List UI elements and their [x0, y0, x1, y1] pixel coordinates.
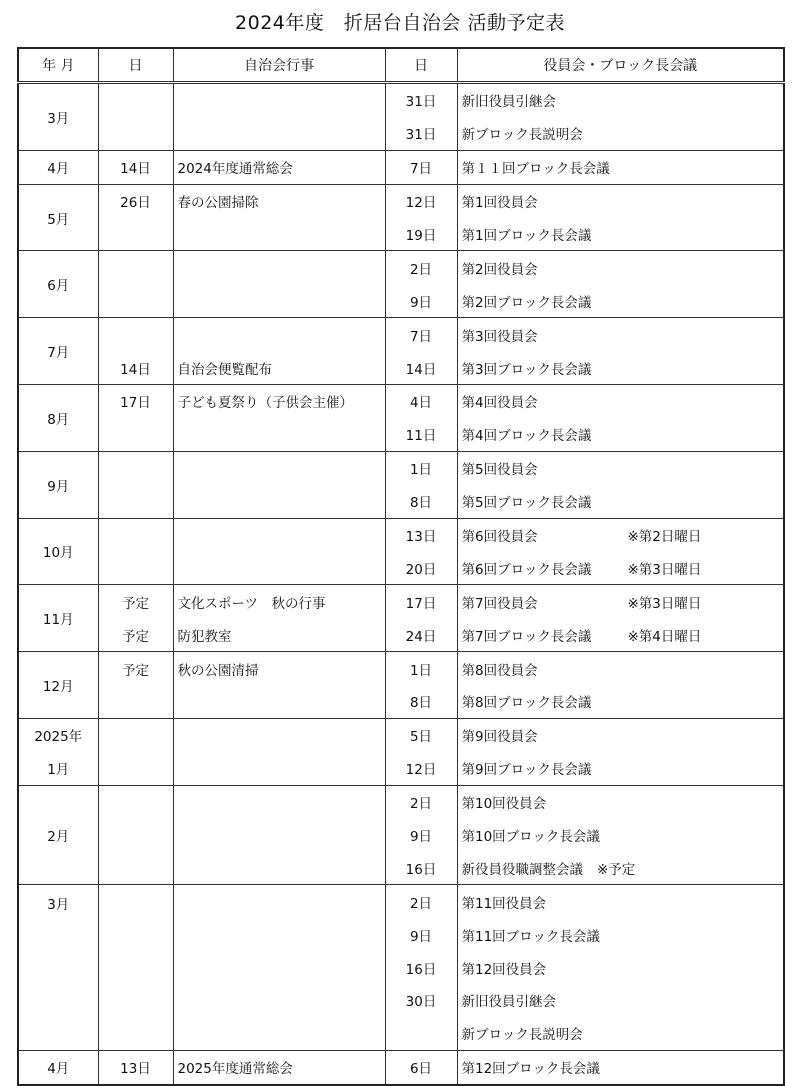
event-cell: 2024年度通常総会 [173, 150, 385, 184]
month-cell: 11月 [18, 585, 98, 652]
meeting-day-cell: 1日 [385, 652, 457, 685]
event-day-cell: 14日 [98, 150, 173, 184]
meeting-day-cell: 7日 [385, 150, 457, 184]
event-cell [173, 83, 385, 117]
event-cell [173, 1017, 385, 1050]
meeting-cell [457, 385, 784, 418]
event-day-cell [98, 752, 173, 785]
event-day-cell [98, 1017, 173, 1050]
meeting-cell [457, 752, 784, 785]
meeting-day-cell: 9日 [385, 918, 457, 951]
meeting-cell [457, 585, 784, 618]
event-cell [173, 318, 385, 351]
event-cell [173, 518, 385, 551]
table-row [18, 718, 784, 751]
event-cell [173, 785, 385, 818]
meeting-day-cell: 12日 [385, 184, 457, 217]
event-day-cell [98, 318, 173, 351]
table-row [18, 451, 784, 484]
table-row [18, 951, 784, 984]
meeting-day-cell: 2日 [385, 785, 457, 818]
table-row [18, 284, 784, 317]
meeting-cell [457, 718, 784, 751]
table-row [18, 618, 784, 651]
table-row [18, 318, 784, 351]
table-row [18, 184, 784, 217]
meeting-cell [457, 351, 784, 384]
meeting-label: 第11回ブロック長会議 [461, 928, 600, 945]
meeting-cell [457, 251, 784, 284]
event-day-cell: 予定 [98, 585, 173, 618]
event-cell: 2025年度通常総会 [173, 1050, 385, 1084]
meeting-label: 第6回役員会 [461, 529, 538, 546]
meeting-cell [457, 618, 784, 651]
meeting-day-cell: 13日 [385, 518, 457, 551]
meeting-cell [457, 485, 784, 518]
meeting-day-cell: 4日 [385, 385, 457, 418]
month-cell: 6月 [18, 251, 98, 318]
event-day-cell: 予定 [98, 652, 173, 685]
meeting-cell [457, 819, 784, 852]
meeting-day-cell: 16日 [385, 851, 457, 884]
event-day-cell [98, 984, 173, 1017]
meeting-label: 新ブロック長説明会 [461, 127, 583, 144]
event-day-cell [98, 451, 173, 484]
meeting-day-cell: 24日 [385, 618, 457, 651]
month-cell: 1月 [18, 752, 98, 785]
meeting-note: ※第4日曜日 [627, 628, 702, 645]
event-cell [173, 718, 385, 751]
event-day-cell [98, 485, 173, 518]
meeting-label: 新役員役職調整会議 [461, 861, 583, 878]
meeting-day-cell: 8日 [385, 485, 457, 518]
event-day-cell: 予定 [98, 618, 173, 651]
event-day-cell [98, 117, 173, 150]
month-cell: 10月 [18, 518, 98, 585]
event-day-cell [98, 83, 173, 117]
event-cell [173, 284, 385, 317]
meeting-label: 第12回役員会 [461, 961, 547, 978]
table-row [18, 218, 784, 251]
meeting-label: 第10回役員会 [461, 796, 547, 813]
month-cell: 12月 [18, 652, 98, 719]
event-day-cell [98, 885, 173, 918]
event-day-cell [98, 951, 173, 984]
meeting-label: 第3回ブロック長会議 [461, 361, 592, 378]
meeting-day-cell: 7日 [385, 318, 457, 351]
meeting-cell [457, 851, 784, 884]
meeting-label: 第1回ブロック長会議 [461, 228, 592, 244]
meeting-cell [457, 318, 784, 351]
meeting-day-cell: 14日 [385, 351, 457, 384]
event-cell: 秋の公園清掃 [173, 652, 385, 685]
meeting-cell [457, 652, 784, 685]
meeting-note: ※第3日曜日 [627, 561, 702, 578]
table-row [18, 752, 784, 785]
month-cell: 2025年 [18, 718, 98, 751]
event-day-cell [98, 819, 173, 852]
month-cell: 3月 [18, 83, 98, 151]
meeting-day-cell: 16日 [385, 951, 457, 984]
event-day-cell: 14日 [98, 351, 173, 384]
table-row [18, 785, 784, 818]
meeting-cell [457, 785, 784, 818]
schedule-body [18, 83, 784, 1085]
event-day-cell [98, 418, 173, 451]
meeting-note: ※第2日曜日 [627, 529, 702, 546]
meeting-day-cell: 17日 [385, 585, 457, 618]
table-row [18, 83, 784, 117]
header-row [18, 48, 784, 83]
meeting-day-cell: 5日 [385, 718, 457, 751]
event-cell [173, 918, 385, 951]
meeting-day-cell: 31日 [385, 117, 457, 150]
meeting-cell [457, 218, 784, 251]
meeting-label: 第7回役員会 [461, 595, 538, 612]
event-cell [173, 418, 385, 451]
page-title: 2024年度 折居台自治会 活動予定表 [235, 12, 565, 34]
meeting-label: 第2回ブロック長会議 [461, 294, 592, 311]
event-cell [173, 451, 385, 484]
meeting-cell [457, 284, 784, 317]
table-row [18, 851, 784, 884]
table-row [18, 585, 784, 618]
event-day-cell [98, 518, 173, 551]
event-cell: 春の公園掃除 [173, 184, 385, 217]
meeting-label: 第8回役員会 [461, 662, 538, 679]
meeting-cell [457, 150, 784, 184]
event-day-cell [98, 918, 173, 951]
meeting-day-cell: 12日 [385, 752, 457, 785]
event-day-cell [98, 685, 173, 718]
meeting-day-cell: 9日 [385, 284, 457, 317]
month-cell: 3月 [18, 885, 98, 1050]
header-meeting-day: 日 [385, 48, 457, 83]
event-day-cell: 26日 [98, 184, 173, 217]
event-cell [173, 752, 385, 785]
event-day-cell [98, 251, 173, 284]
meeting-cell [457, 685, 784, 718]
meeting-day-cell: 9日 [385, 819, 457, 852]
table-row [18, 150, 784, 184]
meeting-cell [457, 1017, 784, 1050]
meeting-cell [457, 1050, 784, 1084]
header-day: 日 [98, 48, 173, 83]
table-row [18, 685, 784, 718]
meeting-label: 第11回役員会 [461, 895, 547, 912]
meeting-label: 第6回ブロック長会議 [461, 561, 592, 578]
event-cell [173, 685, 385, 718]
meeting-cell [457, 918, 784, 951]
event-cell [173, 551, 385, 584]
meeting-day-cell: 20日 [385, 551, 457, 584]
table-row [18, 485, 784, 518]
table-row [18, 819, 784, 852]
meeting-label: 第4回役員会 [461, 395, 538, 412]
meeting-day-cell: 1日 [385, 451, 457, 484]
meeting-label: 第5回役員会 [461, 462, 538, 479]
meeting-day-cell: 19日 [385, 218, 457, 251]
meeting-note: ※予定 [597, 861, 636, 878]
meeting-day-cell: 11日 [385, 418, 457, 451]
table-row [18, 117, 784, 150]
meeting-note: ※第3日曜日 [627, 595, 702, 612]
month-cell: 2月 [18, 785, 98, 885]
table-row [18, 518, 784, 551]
meeting-day-cell [385, 1017, 457, 1050]
table-row [18, 351, 784, 384]
meeting-cell [457, 984, 784, 1017]
meeting-day-cell: 2日 [385, 251, 457, 284]
event-cell [173, 984, 385, 1017]
header-meeting: 役員会・ブロック長会議 [457, 48, 784, 83]
meeting-label: 第3回役員会 [461, 328, 538, 345]
event-day-cell [98, 851, 173, 884]
table-row [18, 885, 784, 918]
meeting-label: 第5回ブロック長会議 [461, 495, 592, 512]
event-cell [173, 951, 385, 984]
event-day-cell [98, 284, 173, 317]
event-cell [173, 885, 385, 918]
meeting-label: 第2回役員会 [461, 261, 538, 278]
event-cell [173, 117, 385, 150]
meeting-label: 第10回ブロック長会議 [461, 829, 600, 846]
event-day-cell [98, 551, 173, 584]
meeting-day-cell: 8日 [385, 685, 457, 718]
meeting-day-cell: 30日 [385, 984, 457, 1017]
meeting-label: 第4回ブロック長会議 [461, 428, 592, 445]
table-row [18, 251, 784, 284]
meeting-cell [457, 184, 784, 217]
header-month: 年 月 [18, 48, 98, 83]
meeting-label: 第１１回ブロック長会議 [461, 161, 610, 178]
month-cell: 9月 [18, 451, 98, 518]
meeting-label: 新旧役員引継会 [461, 94, 556, 111]
meeting-cell [457, 551, 784, 584]
table-row [18, 1017, 784, 1050]
month-cell: 4月 [18, 150, 98, 184]
meeting-day-cell: 2日 [385, 885, 457, 918]
event-day-cell: 13日 [98, 1050, 173, 1084]
month-cell: 7月 [18, 318, 98, 385]
table-row [18, 551, 784, 584]
meeting-cell [457, 117, 784, 150]
event-cell: 防犯教室 [173, 618, 385, 651]
meeting-label: 第7回ブロック長会議 [461, 628, 592, 645]
month-cell: 8月 [18, 385, 98, 452]
table-row [18, 385, 784, 418]
event-day-cell [98, 218, 173, 251]
event-day-cell [98, 785, 173, 818]
meeting-day-cell: 6日 [385, 1050, 457, 1084]
event-cell [173, 218, 385, 251]
meeting-label: 第9回役員会 [461, 729, 538, 746]
table-row [18, 1050, 784, 1084]
header-event: 自治会行事 [173, 48, 385, 83]
meeting-cell [457, 951, 784, 984]
event-cell: 自治会便覧配布 [173, 351, 385, 384]
meeting-cell [457, 885, 784, 918]
month-cell: 5月 [18, 184, 98, 251]
table-row [18, 918, 784, 951]
table-row [18, 652, 784, 685]
event-cell: 文化スポーツ 秋の行事 [173, 585, 385, 618]
meeting-label: 新旧役員引継会 [461, 994, 556, 1011]
meeting-label: 新ブロック長説明会 [461, 1027, 583, 1044]
event-day-cell: 17日 [98, 385, 173, 418]
event-cell [173, 819, 385, 852]
event-cell [173, 851, 385, 884]
event-cell [173, 251, 385, 284]
event-cell [173, 485, 385, 518]
meeting-label: 第9回ブロック長会議 [461, 762, 592, 779]
meeting-cell [457, 83, 784, 117]
meeting-label: 第1回役員会 [461, 195, 538, 212]
schedule-table [17, 47, 785, 1086]
event-cell: 子ども夏祭り（子供会主催） [173, 385, 385, 418]
month-cell: 4月 [18, 1050, 98, 1084]
meeting-label: 第8回ブロック長会議 [461, 695, 592, 712]
meeting-day-cell: 31日 [385, 83, 457, 117]
meeting-cell [457, 451, 784, 484]
table-row [18, 418, 784, 451]
meeting-label: 第12回ブロック長会議 [461, 1061, 600, 1078]
meeting-cell [457, 518, 784, 551]
meeting-cell [457, 418, 784, 451]
event-day-cell [98, 718, 173, 751]
table-row [18, 984, 784, 1017]
